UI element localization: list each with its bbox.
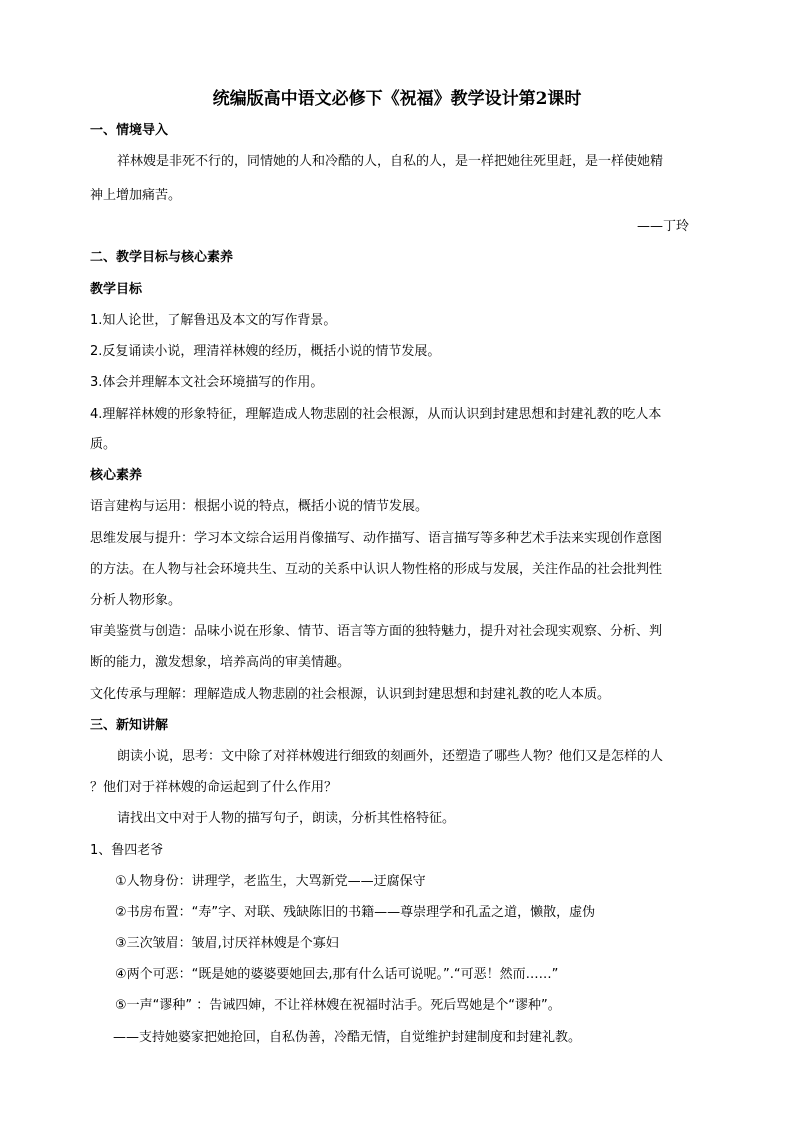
goal-item-3: 3.体会并理解本文社会环境描写的作用。 — [90, 375, 324, 390]
literacy-item-2-line-2: 的方法。在人物与社会环境共生、互动的关系中认识人物性格的形成与发展，关注作品的社会批判性 — [90, 562, 663, 577]
literacy-item-2-line-1: 思维发展与提升：学习本文综合运用肖像描写、动作描写、语言描写等多种艺术手法来实现创作意图 — [90, 531, 663, 546]
literacy-item-3-line-1: 审美鉴赏与创造：品味小说在形象、情节、语言等方面的独特魅力，提升对社会现实观察、分析、判 — [90, 624, 663, 639]
analysis-item-e: ⑤一声“谬种” ：告诫四婶，不让祥林嫂在祝福时沾手。死后骂她是个“谬种”。 — [115, 998, 561, 1013]
goal-item-4-line-2: 质。 — [90, 437, 117, 452]
section-heading-new-knowledge: 三、新知讲解 — [90, 718, 169, 733]
question-line-2: ？他们对于祥林嫂的命运起到了什么作用？ — [90, 780, 338, 795]
subheading-core-literacy: 核心素养 — [90, 468, 143, 483]
analysis-item-b: ②书房布置：“寿”字、对联、残缺陈旧的书籍——尊崇理学和孔孟之道，懒散，虚伪 — [115, 905, 596, 920]
quote-attribution: ——丁玲 — [637, 219, 690, 234]
section-heading-intro: 一、情境导入 — [90, 123, 169, 138]
goal-item-2: 2.反复诵读小说，理清祥林嫂的经历，概括小说的情节发展。 — [90, 344, 441, 359]
literacy-item-3-line-2: 断的能力，激发想象，培养高尚的审美情趣。 — [90, 655, 351, 670]
goal-item-4-line-1: 4.理解祥林嫂的形象特征，理解造成人物悲剧的社会根源，从而认识到封建思想和封建礼教的吃人本 — [90, 407, 662, 422]
literacy-item-1: 语言建构与运用：根据小说的特点，概括小说的情节发展。 — [90, 499, 429, 514]
character-heading-lu-si: 1、鲁四老爷 — [90, 843, 164, 858]
document-title: 统编版高中语文必修下《祝福》教学设计第2课时 — [212, 89, 582, 109]
quote-line-1: 祥林嫂是非死不行的，同情她的人和冷酷的人，自私的人，是一样把她往死里赶，是一样使她精 — [117, 154, 664, 169]
analysis-item-a: ①人物身份：讲理学，老监生，大骂新党——迂腐保守 — [115, 874, 426, 889]
instruction-line: 请找出文中对于人物的描写句子，朗读，分析其性格特征。 — [117, 811, 456, 826]
subheading-teaching-goals: 教学目标 — [90, 282, 143, 297]
analysis-item-d: ④两个可恶：“既是她的婆婆要她回去,那有什么话可说呢。”.“可恶！然而……” — [115, 967, 559, 982]
question-line-1: 朗读小说，思考：文中除了对祥林嫂进行细致的刻画外，还塑造了哪些人物？他们又是怎样的人 — [117, 749, 664, 764]
goal-item-1: 1.知人论世，了解鲁迅及本文的写作背景。 — [90, 313, 337, 328]
literacy-item-2-line-3: 分析人物形象。 — [90, 593, 182, 608]
analysis-item-c: ③三次皱眉：皱眉,讨厌祥林嫂是个寡妇 — [115, 936, 339, 951]
analysis-summary: ——支持她婆家把她抢回，自私伪善，冷酷无情，自觉维护封建制度和封建礼教。 — [113, 1030, 582, 1045]
quote-line-2: 神上增加痛苦。 — [90, 188, 182, 203]
literacy-item-4: 文化传承与理解：理解造成人物悲剧的社会根源，认识到封建思想和封建礼教的吃人本质。 — [90, 687, 611, 702]
section-heading-goals: 二、教学目标与核心素养 — [90, 250, 234, 265]
